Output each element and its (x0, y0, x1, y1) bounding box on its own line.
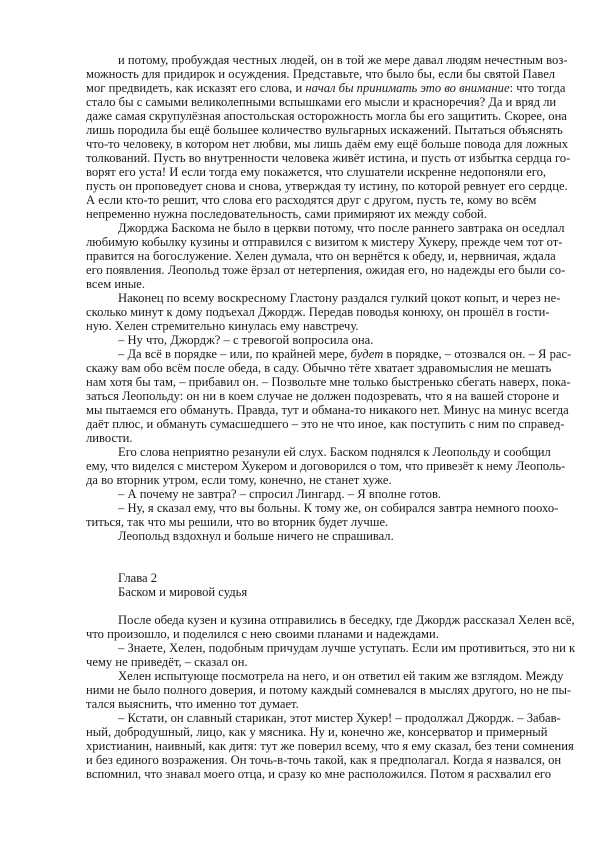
text-segment: : что тогда (509, 81, 566, 95)
text-line: даже самая скрупулёзная апостольская осторожность могла бы его защитить. Скорее, она (86, 109, 567, 123)
text-line: А если кто-то решит, что слова его расходятся друг с другом, пусть те, кому во всём (86, 193, 537, 207)
text-line: христианин, наивный, как дитя: тут же поверил всему, что я ему сказал, без тени сомнения (86, 739, 574, 753)
text-line: – Знаете, Хелен, подобным причудам лучше уступать. Если им противиться, это ни к (118, 641, 576, 655)
text-line: ними не было полного доверия, и потому каждый сомневался в мыслях другого, но не пы- (86, 683, 572, 697)
text-line: – Ну, я сказал ему, что вы больны. К тому же, он собирался завтра немного поохо- (118, 501, 559, 515)
text-segment: в порядке, – отозвался он. – Я рас- (383, 347, 572, 361)
text-line: ворят его уста! И если тогда ему покажется, что слушатели искренне недопоняли его, (86, 165, 547, 179)
text-line: лишь породила бы ещё большее количество вульгарных искажений. Пытаться объяснять (86, 123, 563, 137)
text-line: мы пытаемся его обмануть. Правда, тут и обмана-то никакого нет. Минус на минус всегда (86, 403, 569, 417)
text-line: Его слова неприятно резанули ей слух. Баском поднялся к Леопольду и сообщил (118, 445, 551, 459)
text-line: непременно нужна последовательность, сами примиряют их между собой. (86, 207, 487, 221)
text-line (86, 347, 572, 361)
text-line: ный, добродушный, лицо, как у мясника. Ну и, конечно же, консерватор и примерный (86, 725, 548, 739)
text-line: любимую кобылку кузины и отправился с визитом к мистеру Хукеру, прежде чем тот от- (86, 235, 563, 249)
text-line: титься, так что мы решили, что во вторник будет лучше. (86, 515, 389, 529)
text-line: скажу вам обо всём после обеда, в саду. Обычно тёте хватает здравомыслия не мешать (86, 361, 552, 375)
text-line: пусть он проповедует снова и снова, утверждая ту истину, по которой ревнует его сердце. (86, 179, 568, 193)
text-line: можность для придирок и осуждения. Представьте, что было бы, если бы святой Павел (86, 67, 556, 81)
text-segment: – Да всё в порядке – или, по крайней мере, (118, 347, 351, 361)
text-line: тался выяснить, что именно тот думает. (86, 697, 299, 711)
text-line: стало бы с самыми великолепными вспышками его мысли и красноречия? Да и вряд ли (86, 95, 557, 109)
text-line: ливости. (86, 431, 133, 445)
text-line: – Ну что, Джордж? – с тревогой вопросила она. (118, 333, 374, 347)
text-line (86, 81, 566, 95)
text-line: После обеда кузен и кузина отправились в беседку, где Джордж рассказал Хелен всё, (118, 613, 575, 627)
text-line: – Кстати, он славный старикан, этот мистер Хукер! – продолжал Джордж. – Забав- (118, 711, 561, 725)
italic-emphasis: начал бы принимать это во внимание (305, 81, 510, 95)
text-line: да во вторник утром, если тому, конечно, не станет хуже. (86, 473, 392, 487)
text-line: и без единого возражения. Он точь-в-точь такой, как я предполагал. Когда я назвался, он (86, 753, 562, 767)
text-line: нам хотя бы там, – прибавил он. – Позвольте мне только быстренько сбегать наверх, пока- (86, 375, 571, 389)
text-line: Леопольд вздохнул и больше ничего не спрашивал. (118, 529, 394, 543)
text-line: чему не приведёт, – сказал он. (86, 655, 248, 669)
text-line: ную. Хелен стремительно кинулась ему навстречу. (86, 319, 359, 333)
text-line: сколько минут к дому подъехал Джордж. Передав поводья конюху, он прошёл в гости- (86, 305, 550, 319)
text-line: и потому, пробуждая честных людей, он в той же мере давал людям нечестным воз- (118, 53, 568, 67)
text-line: что произошло, и поделился с нею своими планами и надеждами. (86, 627, 439, 641)
text-line: Хелен испытующе посмотрела на него, и он ответил ей таким же взглядом. Между (118, 669, 564, 683)
text-line: вспомнил, что знавал моего отца, и сразу ко мне расположился. Потом я расхвалил его (86, 767, 552, 781)
text-line: Наконец по всему воскресному Гластону раздался гулкий цокот копыт, и через не- (118, 291, 561, 305)
text-line: – А почему не завтра? – спросил Лингард. – Я вполне готов. (118, 487, 442, 501)
text-line: всем иные. (86, 277, 146, 291)
text-line: заться Леопольду: он ни в коем случае не должен подозревать, что я на вашей стороне и (86, 389, 560, 403)
document-page (86, 53, 576, 781)
text-line: Джорджа Баскома не было в церкви потому, что после раннего завтрака он оседлал (118, 221, 565, 235)
text-line: его появления. Леопольд тоже ёрзал от нетерпения, ожидая его, но надежды его были со- (86, 263, 566, 277)
text-line: правится на богослужение. Хелен думала, что он вернётся к обеду, и, нервничая, ждала (86, 249, 556, 263)
text-line: даёт плюс, и обмануть сумасшедшего – это не что иное, как поступить с ним по справед- (86, 417, 565, 431)
chapter-number: Глава 2 (118, 571, 158, 585)
text-line: что-то человеку, в котором нет любви, мы лишь даём ему ещё больше повода для ложных (86, 137, 569, 151)
text-segment: мог предвидеть, как исказят его слова, и (86, 81, 306, 95)
text-line: ему, что виделся с мистером Хукером и договорился о том, что привезёт к нему Леополь- (86, 459, 566, 473)
italic-emphasis: будет (350, 347, 384, 361)
text-line: толкований. Пусть во внутренности человека живёт истина, и пусть от избытка сердца го- (86, 151, 571, 165)
chapter-title: Баском и мировой судья (118, 585, 248, 599)
